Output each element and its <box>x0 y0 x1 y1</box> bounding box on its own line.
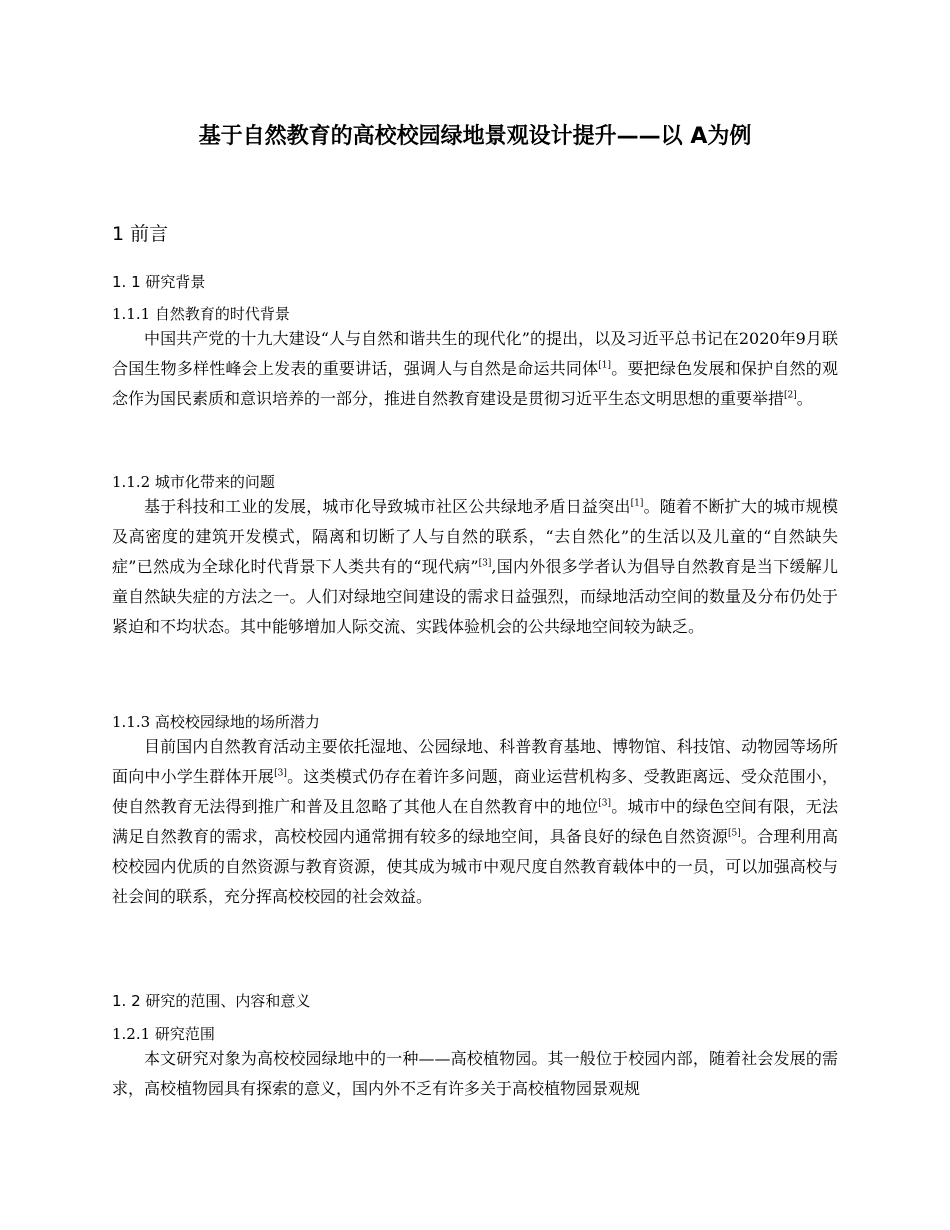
paragraph-campus-green-potential: 目前国内自然教育活动主要依托湿地、公园绿地、科普教育基地、博物馆、科技馆、动物园等场所面向中小学生群体开展[3]。这类模式仍存在着许多问题，商业运营机构多、受教距离远、受众范围小，使自然教育无法得到推广和普及且忽略了其他人在自然教育中的地位[3]。城市中的绿色空间有限，无法满足自然教育的需求，高校校园内通常拥有较多的绿地空间，具备良好的绿色自然资源[5]。合理利用高校校园内优质的自然资源与教育资源，使其成为城市中观尺度自然教育载体中的一员，可以加强高校与社会间的联系，充分挥高校校园的社会效益。 <box>112 737 838 906</box>
citation-ref: [5] <box>727 828 741 839</box>
subsection-heading-scope: 1. 2 研究的范围、内容和意义 <box>112 992 311 1010</box>
paragraph-research-scope: 本文研究对象为高校校园绿地中的一种——高校植物园。其一般位于校园内部，随着社会发展的需求，高校植物园具有探索的意义，国内外不乏有许多关于高校植物园景观规 <box>112 1049 838 1098</box>
paragraph-nature-education-era: 中国共产党的十九大建设“人与自然和谐共生的现代化”的提出，以及习近平总书记在2020年9月联合国生物多样性峰会上发表的重要讲话，强调人与自然是命运共同体[1]。要把绿色发展和保护自然的观念作为国民素质和意识培养的一部分，推进自然教育建设是贯彻习近平生态文明思想的重要举措[2]。 <box>112 329 838 408</box>
citation-ref: [1] <box>630 498 644 509</box>
citation-ref: [1] <box>598 360 612 371</box>
heading-campus-green-potential: 1.1.3 高校校园绿地的场所潜力 <box>112 713 320 731</box>
citation-ref: [3] <box>598 798 612 809</box>
document-title: 基于自然教育的高校校园绿地景观设计提升——以 A为例 <box>198 124 752 149</box>
citation-ref: [3] <box>274 768 287 779</box>
subsection-heading-research-background: 1. 1 研究背景 <box>112 273 206 291</box>
citation-ref: [3] <box>478 558 492 569</box>
citation-ref: [2] <box>784 390 797 401</box>
heading-research-scope: 1.2.1 研究范围 <box>112 1025 215 1043</box>
paragraph-urbanization-problems: 基于科技和工业的发展，城市化导致城市社区公共绿地矛盾日益突出[1]。随着不断扩大的城市规模及高密度的建筑开发模式，隔离和切断了人与自然的联系，“去自然化”的生活以及儿童的“自然缺失症”已然成为全球化时代背景下人类共有的“现代病”[3],国内外很多学者认为倡导自然教育是当下缓解儿童自然缺失症的方法之一。人们对绿地空间建设的需求日益强烈，而绿地活动空间的数量及分布仍处于紧迫和不均状态。其中能够增加人际交流、实践体验机会的公共绿地空间较为缺乏。 <box>112 497 838 636</box>
heading-nature-education-era: 1.1.1 自然教育的时代背景 <box>112 305 290 323</box>
section-heading-preface: 1 前言 <box>112 223 169 245</box>
heading-urbanization-problems: 1.1.2 城市化带来的问题 <box>112 473 275 491</box>
